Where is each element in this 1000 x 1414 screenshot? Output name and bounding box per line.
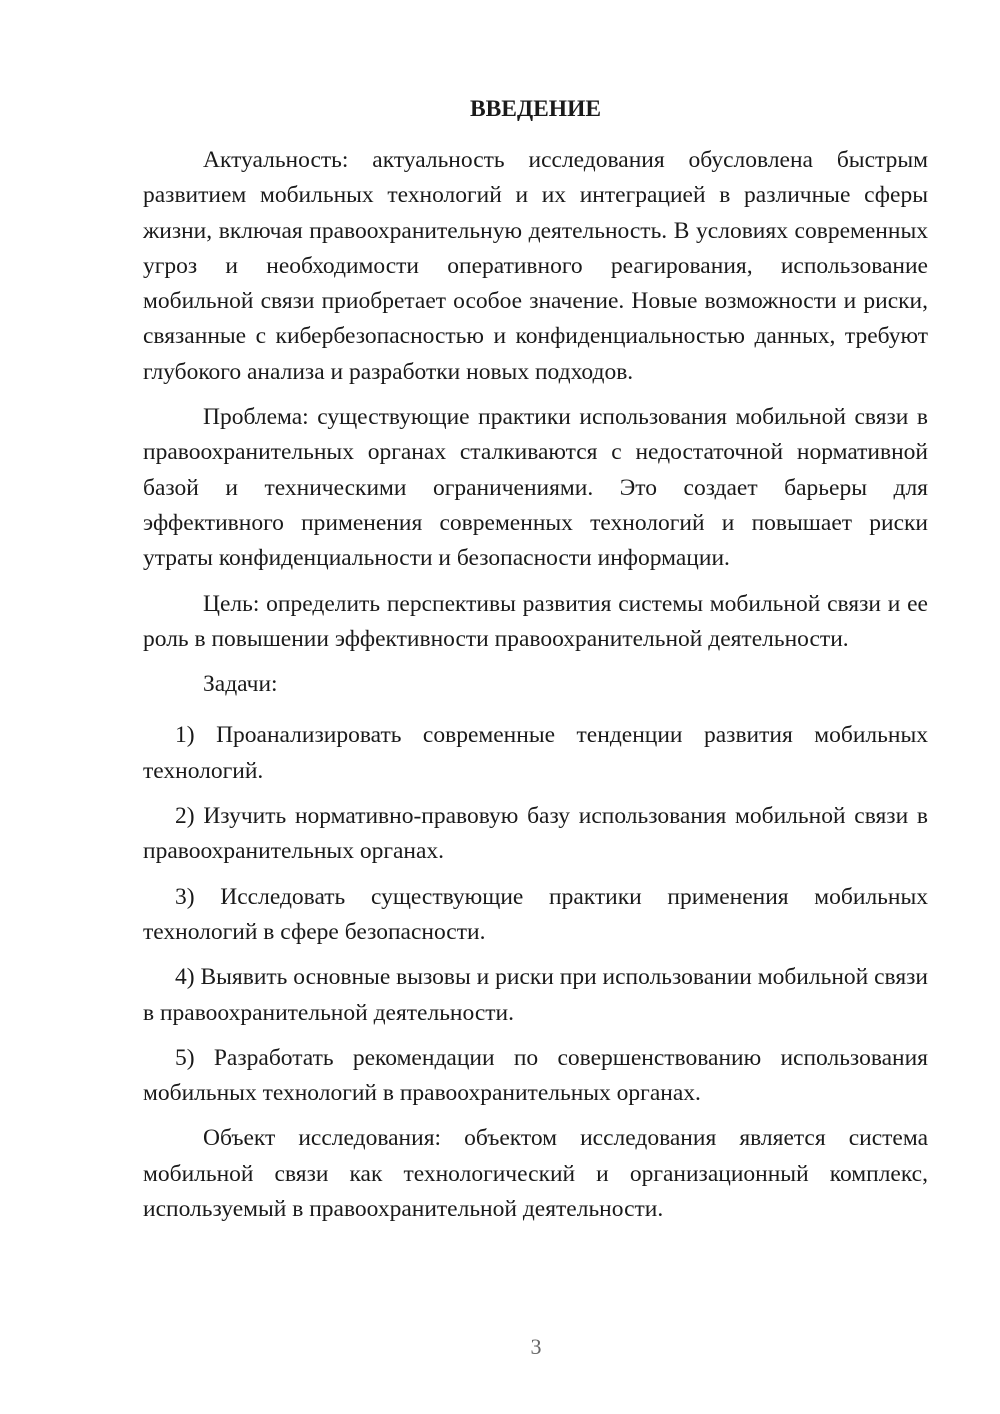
tasks-list (143, 718, 928, 1111)
object-paragraph: Объект исследования: объектом исследования является система мобильной связи как технологический и организационный комплекс, используемый в правоохранительной деятельности. (143, 1125, 928, 1223)
goal-paragraph: Цель: определить перспективы развития системы мобильной связи и ее роль в повышении эффективности правоохранительной деятельности. (143, 590, 928, 652)
task-item: 3) Исследовать существующие практики применения мобильных технологий в сфере безопасности. (143, 883, 928, 945)
relevance-paragraph: Актуальность: актуальность исследования обусловлена быстрым развитием мобильных технологий и их интеграцией в различные сферы жизни, включая правоохранительную деятельность. В условиях современных угроз и необходимости оперативного реагирования, использование мобильной связи приобретает особое значение. Новые возможности и риски, связанные с кибербезопасностью и конфиденциальностью данных, требуют глубокого анализа и разработки новых подходов. (143, 147, 928, 385)
task-item: 2) Изучить нормативно-правовую базу использования мобильной связи в правоохранительных органах. (143, 803, 928, 865)
task-item: 5) Разработать рекомендации по совершенствованию использования мобильных технологий в правоохранительных органах. (143, 1044, 928, 1107)
task-item: 4) Выявить основные вызовы и риски при использовании мобильной связи в правоохранительной деятельности. (143, 964, 928, 1026)
task-item: 1) Проанализировать современные тенденции развития мобильных технологий. (143, 722, 928, 784)
problem-paragraph: Проблема: существующие практики использования мобильной связи в правоохранительных органах сталкиваются с недостаточной нормативной базой и техническими ограничениями. Это создает барьеры для эффективного применения современных технологий и повышает риски утраты конфиденциальности и безопасности информации. (143, 404, 928, 572)
document-body (143, 92, 928, 1237)
page-number: 3 (530, 1334, 542, 1359)
section-heading: ВВЕДЕНИЕ (469, 96, 602, 122)
tasks-label: Задачи: (203, 671, 278, 698)
